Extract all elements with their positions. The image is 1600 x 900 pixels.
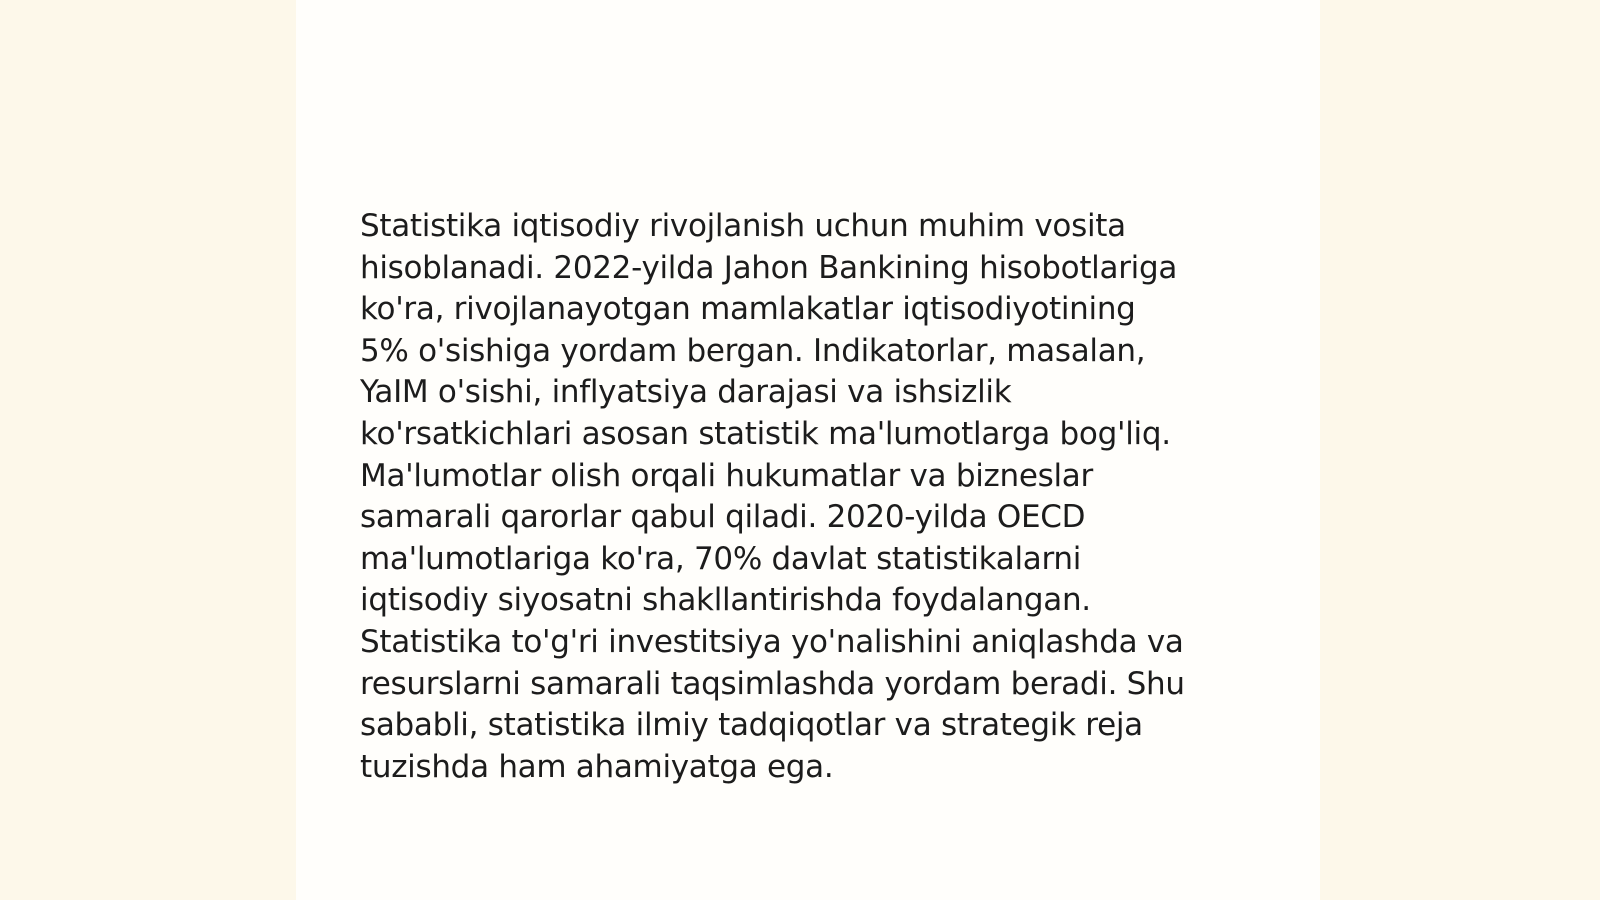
paragraph-line: ma'lumotlariga ko'ra, 70% davlat statistikalarni [360, 540, 1082, 577]
paragraph-line: ko'rsatkichlari asosan statistik ma'lumotlarga bog'liq. [360, 415, 1171, 452]
paragraph-line: iqtisodiy siyosatni shakllantirishda foydalangan. [360, 582, 1091, 619]
paragraph-line: Ma'lumotlar olish orqali hukumatlar va bizneslar [360, 457, 1093, 494]
paragraph-line: Statistika iqtisodiy rivojlanish uchun muhim vosita [360, 208, 1126, 244]
paragraph-line: samarali qarorlar qabul qiladi. 2020-yilda OECD [360, 499, 1086, 536]
body-paragraph [360, 206, 1260, 788]
paragraph-line: YaIM o'sishi, inflyatsiya darajasi va ishsizlik [360, 374, 1012, 411]
paragraph-line: ko'ra, rivojlanayotgan mamlakatlar iqtisodiyotining [360, 291, 1136, 328]
paragraph-line: resurslarni samarali taqsimlashda yordam beradi. Shu [360, 665, 1185, 702]
paragraph-line: hisoblanadi. 2022-yilda Jahon Bankining hisobotlariga [360, 249, 1178, 286]
paragraph-line: Statistika to'g'ri investitsiya yo'nalishini aniqlashda va [360, 623, 1184, 660]
paragraph-line: tuzishda ham ahamiyatga ega. [360, 748, 834, 785]
document-page [296, 0, 1320, 900]
paragraph-line: 5% o'sishiga yordam bergan. Indikatorlar, masalan, [360, 332, 1146, 369]
paragraph-line: sababli, statistika ilmiy tadqiqotlar va strategik reja [360, 707, 1143, 744]
